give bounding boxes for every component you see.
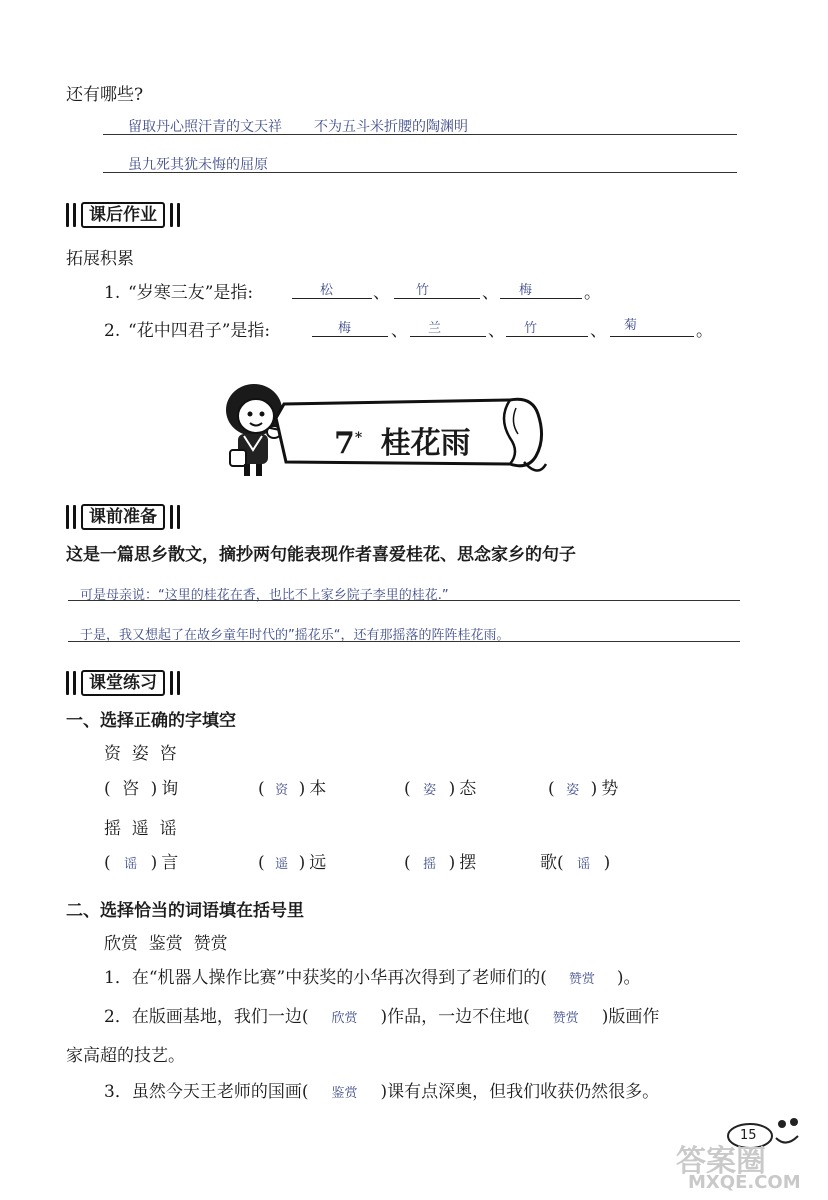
prep-prompt: 这是一篇思乡散文，摘抄两句能表现作者喜爱桂花、思念家乡的句子	[66, 545, 576, 565]
fill-item: ( 咨 ) 询	[104, 779, 179, 799]
section-badge-practice	[64, 669, 182, 697]
prep-answer-2: 于是，我又想起了在故乡童年时代的”摇花乐“，还有那摇落的阵阵桂花雨。	[80, 628, 510, 643]
expand-title: 拓展积累	[66, 249, 134, 269]
answer-blank	[500, 298, 582, 299]
end-mark: 。	[584, 283, 601, 303]
watermark-url: MXQE.COM	[688, 1172, 801, 1193]
separator: 、	[590, 321, 607, 341]
answer-blank	[292, 298, 372, 299]
intro-question: 还有哪些?	[66, 85, 144, 105]
answer-2-1: 梅	[338, 321, 352, 336]
fill-item: 歌( 谣 )	[540, 853, 611, 873]
answer-person-1: 留取丹心照汗青的文天祥	[128, 119, 282, 135]
answer-blank	[394, 298, 480, 299]
page-number: 15	[740, 1128, 757, 1143]
answer-blank	[410, 336, 486, 337]
answer-person-3: 虽九死其犹未悔的屈原	[128, 157, 268, 173]
answer-blank	[610, 336, 694, 337]
fill-item: ( 遥 ) 远	[258, 853, 327, 873]
answer-1-1: 松	[320, 283, 334, 298]
sentence-2-line-2: 家高超的技艺。	[66, 1046, 185, 1066]
fill-item: ( 姿 ) 态	[404, 779, 477, 799]
fill-item: ( 姿 ) 势	[548, 779, 619, 799]
fill-item: ( 摇 ) 摆	[404, 853, 477, 873]
word-choices: 欣赏 鉴赏 赞赏	[104, 934, 228, 954]
answer-person-2: 不为五斗米折腰的陶渊明	[314, 119, 468, 135]
answer-line	[68, 641, 740, 642]
answer-1-3: 梅	[519, 283, 533, 298]
section-badge-label: 课前准备	[81, 504, 165, 530]
section-badge-label: 课后作业	[81, 202, 165, 228]
section-badge-label: 课堂练习	[81, 670, 165, 696]
part-1-title: 一、选择正确的字填空	[66, 711, 236, 731]
answer-line	[68, 600, 740, 601]
separator: 、	[488, 321, 505, 341]
prep-answer-1: 可是母亲说：“这里的桂花在香，也比不上家乡院子李里的桂花.”	[80, 588, 449, 603]
lesson-star: *	[354, 430, 363, 446]
question-1-text: “岁寒三友”是指:	[128, 283, 254, 303]
char-set-2: 摇 遥 谣	[104, 819, 177, 839]
section-badge-prep	[64, 503, 182, 531]
sentence-1: 1．在“机器人操作比赛”中获奖的小华再次得到了老师们的( 赞赏 )。	[104, 968, 641, 988]
end-mark: 。	[696, 321, 713, 341]
answer-line	[103, 172, 737, 173]
separator: 、	[482, 283, 499, 303]
lesson-title-block	[334, 418, 471, 462]
separator: 、	[391, 321, 408, 341]
answer-2-2: 兰	[428, 321, 442, 336]
fill-item: ( 资 ) 本	[258, 779, 327, 799]
lesson-title: 桂花雨	[380, 426, 471, 461]
section-badge-homework	[64, 201, 182, 229]
part-2-title: 二、选择恰当的词语填在括号里	[66, 901, 304, 921]
sentence-3: 3．虽然今天王老师的国画( 鉴赏 )课有点深奥，但我们收获仍然很多。	[104, 1082, 660, 1102]
sentence-2: 2．在版画基地，我们一边( 欣赏 )作品，一边不住地( 赞赏 )版画作	[104, 1007, 660, 1027]
watermark-logo: 答案圈	[676, 1144, 766, 1179]
question-1-number: 1.	[104, 283, 121, 303]
lesson-number: 7	[334, 426, 355, 461]
answer-2-4: 菊	[624, 318, 638, 333]
question-2-text: “花中四君子”是指:	[128, 321, 271, 341]
answer-blank	[506, 336, 588, 337]
question-2-number: 2.	[104, 321, 121, 341]
girl-illustration	[226, 384, 282, 476]
answer-line	[103, 134, 737, 135]
separator: 、	[373, 283, 390, 303]
answer-blank	[312, 336, 388, 337]
answer-2-3: 竹	[524, 321, 538, 336]
char-set-1: 资 姿 咨	[104, 744, 177, 764]
fill-item: ( 谣 ) 言	[104, 853, 179, 873]
answer-1-2: 竹	[416, 283, 430, 298]
